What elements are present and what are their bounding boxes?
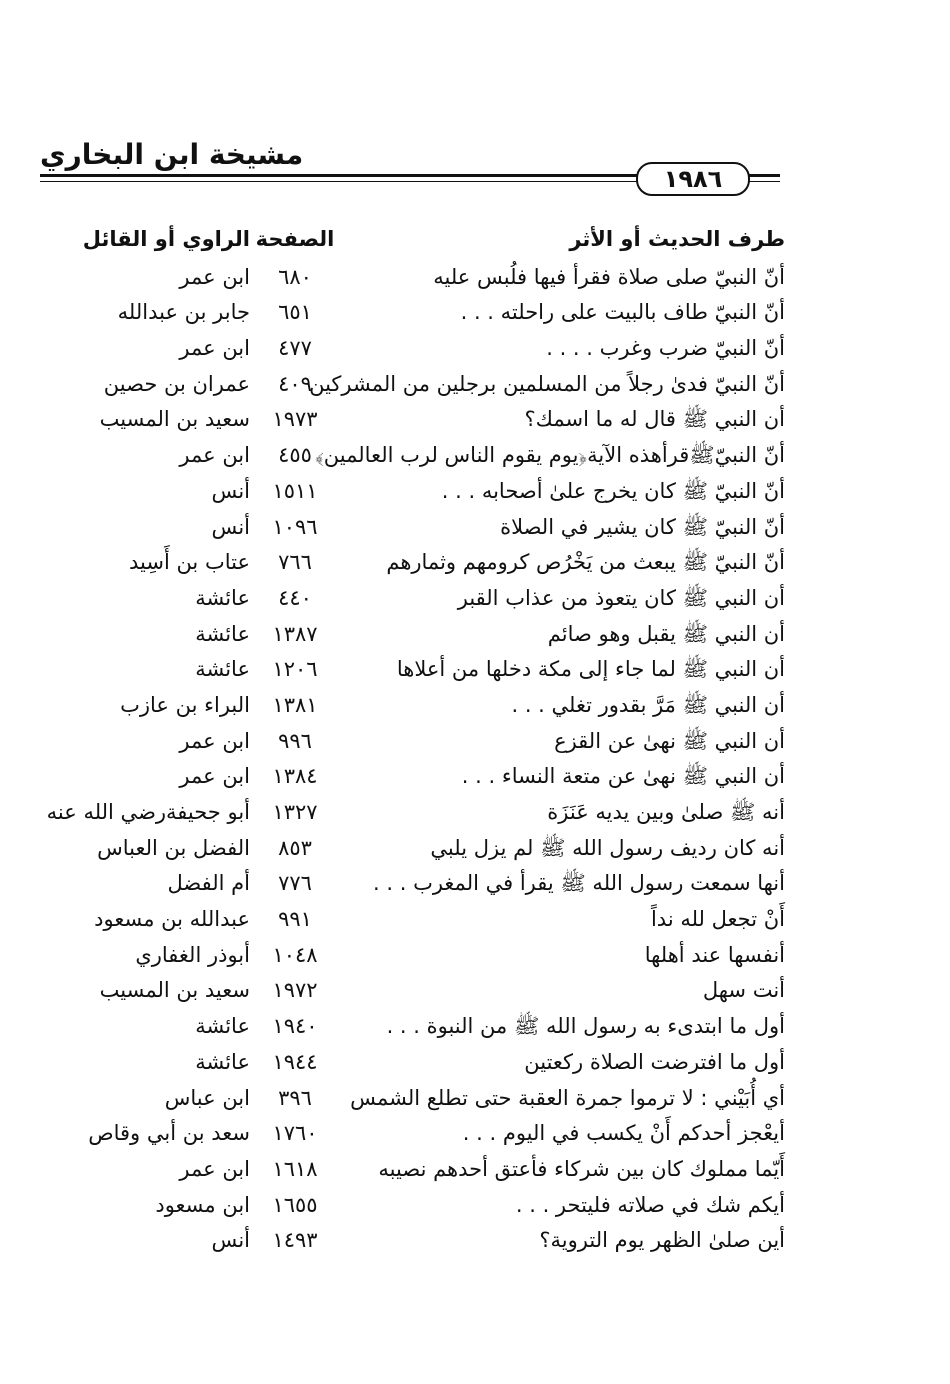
page-number-cell: ٧٧٦ — [278, 871, 312, 896]
page-header — [40, 130, 780, 200]
table-body — [40, 260, 785, 1259]
narrator-name: ابن عباس — [164, 1085, 250, 1110]
table-row — [40, 474, 785, 510]
hadith-text: أن النبي ﷺ نهىٰ عن القزع — [554, 728, 785, 753]
narrator-name: عبدالله بن مسعود — [94, 907, 250, 932]
page-number-cell: ١٩٧٣ — [272, 407, 318, 432]
table-row — [40, 652, 785, 688]
narrator-name: عمران بن حصين — [103, 371, 250, 396]
table-row — [40, 795, 785, 831]
table-row — [40, 1188, 785, 1224]
table-row — [40, 688, 785, 724]
page-number-cell: ١٠٤٨ — [272, 942, 318, 967]
table-row — [40, 759, 785, 795]
page-number-cell: ٨٥٣ — [278, 835, 312, 860]
table-row — [40, 367, 785, 403]
hadith-text: أنّ النبيّ ﷺ كان يخرج علىٰ أصحابه . . . — [441, 478, 785, 503]
table-row — [40, 617, 785, 653]
hadith-text: أنفسها عند أهلها — [644, 942, 785, 967]
hadith-index-table — [40, 222, 785, 1259]
narrator-name: ابن عمر — [179, 443, 250, 468]
hadith-text: أَيّما مملوك كان بين شركاء فأعتق أحدهم نصيبه — [378, 1156, 785, 1181]
column-header-page: الصفحة — [255, 227, 335, 251]
narrator-name: ابن عمر — [179, 1156, 250, 1181]
narrator-name: عائشة — [195, 621, 250, 646]
narrator-name: البراء بن عازب — [120, 692, 250, 717]
narrator-name: ابن مسعود — [155, 1192, 250, 1217]
hadith-text: أنها سمعت رسول الله ﷺ يقرأ في المغرب . . . — [373, 871, 785, 896]
page-number: ١٩٨٦ — [636, 162, 750, 196]
narrator-name: عائشة — [195, 585, 250, 610]
page-number-cell: ٤٥٥ — [278, 443, 312, 468]
page-number-cell: ١٩٤٤ — [272, 1049, 318, 1074]
page-number-cell: ١٦١٨ — [272, 1156, 318, 1181]
table-row — [40, 1081, 785, 1117]
table-row — [40, 545, 785, 581]
hadith-text: أنّ النبيّ فدىٰ رجلاً من المسلمين برجلين من المشركين — [309, 371, 785, 396]
page-number-cell: ٤٧٧ — [278, 336, 312, 361]
narrator-name: أم الفضل — [167, 871, 250, 896]
table-row — [40, 938, 785, 974]
narrator-name: عائشة — [195, 1014, 250, 1039]
hadith-text: أول ما افترضت الصلاة ركعتين — [524, 1049, 785, 1074]
page-number-cell: ١٩٤٠ — [272, 1014, 318, 1039]
table-row — [40, 260, 785, 296]
page-number-cell: ١٣٢٧ — [272, 800, 318, 824]
hadith-text: أول ما ابتدىء به رسول الله ﷺ من النبوة . . . — [386, 1014, 785, 1039]
hadith-text: أيكم شك في صلاته فليتحر . . . — [515, 1192, 785, 1217]
hadith-text: أَنْ تجعل لله نداً — [650, 907, 785, 932]
narrator-name: سعيد بن المسيب — [99, 407, 250, 432]
page-number-cell: ١٣٨١ — [272, 692, 318, 717]
table-row — [40, 866, 785, 902]
narrator-name: سعيد بن المسيب — [99, 978, 250, 1003]
hadith-text: أن النبي ﷺ يقبل وهو صائم — [547, 621, 785, 646]
table-row — [40, 1009, 785, 1045]
page-number-cell: ٩٩٦ — [278, 728, 312, 753]
narrator-name: جابر بن عبدالله — [117, 300, 250, 325]
table-row — [40, 295, 785, 331]
narrator-name: عائشة — [195, 657, 250, 682]
hadith-text: أنّ النبيّ ﷺ يبعث من يَخْرُص كرومهم وثمارهم — [386, 550, 785, 575]
table-row — [40, 581, 785, 617]
hadith-text: أنّ النبيّ ضرب وغرب . . . . — [546, 336, 785, 361]
hadith-text: أنّ النبيّ صلى صلاة فقرأ فيها فلُبس عليه — [433, 264, 785, 289]
table-row — [40, 1223, 785, 1259]
table-row — [40, 1152, 785, 1188]
hadith-text: أنّ النبيّﷺقرأهذه الآية﴿يوم يقوم الناس لرب العالمين﴾ — [315, 443, 785, 468]
table-row — [40, 510, 785, 546]
page-number-cell: ١٤٩٣ — [272, 1228, 318, 1253]
table-row — [40, 331, 785, 367]
narrator-name: ابن عمر — [179, 728, 250, 753]
page-number-cell: ٩٩١ — [278, 907, 312, 932]
narrator-name: عتاب بن أَسِيد — [128, 550, 250, 575]
narrator-name: ابن عمر — [179, 336, 250, 361]
table-header-row — [40, 222, 785, 258]
page-number-cell: ١٠٩٦ — [272, 514, 318, 539]
page-number-cell: ٦٨٠ — [278, 264, 312, 289]
table-row — [40, 724, 785, 760]
page-number-cell: ٦٥١ — [278, 300, 312, 325]
hadith-text: أي أُبَيْني : لا ترموا جمرة العقبة حتى تطلع الشمس — [350, 1085, 785, 1110]
table-row — [40, 1045, 785, 1081]
page-number-cell: ٤٠٩ — [278, 371, 312, 396]
hadith-text: أيعْجز أحدكم أَنْ يكسب في اليوم . . . — [462, 1121, 785, 1146]
hadith-text: أن النبي ﷺ قال له ما اسمك؟ — [524, 407, 785, 432]
narrator-name: أنس — [211, 514, 250, 539]
hadith-text: أنه ﷺ صلىٰ وبين يديه عَنَزَة — [547, 800, 785, 824]
hadith-text: أن النبي ﷺ نهىٰ عن متعة النساء . . . — [461, 764, 785, 789]
hadith-text: أنّ النبيّ ﷺ كان يشير في الصلاة — [500, 514, 785, 539]
column-header-hadith: طرف الحديث أو الأثر — [569, 227, 785, 251]
narrator-name: عائشة — [195, 1049, 250, 1074]
column-header-narrator: الراوي أو القائل — [82, 227, 250, 251]
narrator-name: أنس — [211, 478, 250, 503]
hadith-text: أنه كان رديف رسول الله ﷺ لم يزل يلبي — [430, 835, 785, 860]
narrator-name: الفضل بن العباس — [97, 835, 250, 860]
page-number-cell: ٣٩٦ — [278, 1085, 312, 1110]
page-number-cell: ١٥١١ — [272, 478, 318, 503]
page-number-cell: ١٦٥٥ — [272, 1192, 318, 1217]
page-number-cell: ٤٤٠ — [278, 585, 312, 610]
hadith-text: أن النبي ﷺ كان يتعوذ من عذاب القبر — [457, 585, 785, 610]
page-number-cell: ١٧٦٠ — [272, 1121, 318, 1146]
hadith-text: أين صلىٰ الظهر يوم التروية؟ — [539, 1228, 785, 1253]
page-number-cell: ٧٦٦ — [278, 550, 312, 575]
narrator-name: أبو جحيفةرضي الله عنه — [46, 800, 250, 824]
table-row — [40, 438, 785, 474]
table-row — [40, 1116, 785, 1152]
page-number-cell: ١٩٧٢ — [272, 978, 318, 1003]
page-number-cell: ١٣٨٧ — [272, 621, 318, 646]
table-row — [40, 831, 785, 867]
table-row — [40, 402, 785, 438]
narrator-name: ابن عمر — [179, 264, 250, 289]
book-title: مشيخة ابن البخاري — [40, 138, 304, 171]
narrator-name: ابن عمر — [179, 764, 250, 789]
hadith-text: أنت سهل — [702, 978, 785, 1003]
hadith-text: أن النبي ﷺ لما جاء إلى مكة دخلها من أعلاها — [396, 657, 785, 682]
narrator-name: أنس — [211, 1228, 250, 1253]
narrator-name: أبوذر الغفاري — [135, 942, 250, 967]
page-number-cell: ١٢٠٦ — [272, 657, 318, 682]
table-row — [40, 973, 785, 1009]
hadith-text: أنّ النبيّ طاف بالبيت على راحلته . . . — [460, 300, 785, 325]
hadith-text: أن النبي ﷺ مَرَّ بقدور تغلي . . . — [511, 692, 785, 717]
narrator-name: سعد بن أبي وقاص — [88, 1121, 250, 1146]
table-row — [40, 902, 785, 938]
page-number-cell: ١٣٨٤ — [272, 764, 318, 789]
